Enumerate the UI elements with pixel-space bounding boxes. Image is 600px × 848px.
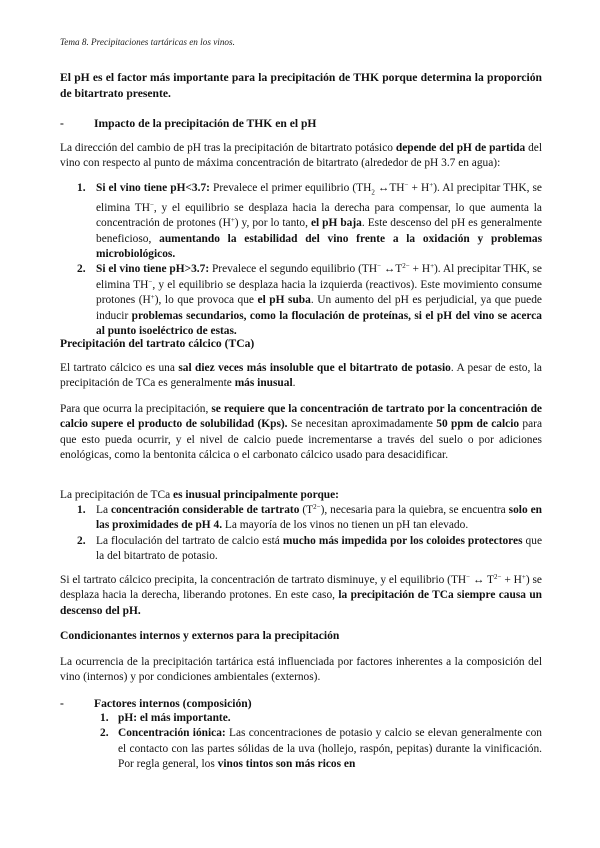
ph-impact-paragraph: La dirección del cambio de pH tras la precipitación de bitartrato potásico depende del pH de partida del vino con respecto al punto de máxima concentración de bitartrato (alrededor de pH 3.7 en agua): [60,142,542,170]
list-item: 2. La floculación del tartrato de calcio está mucho más impedida por los coloides protectores que la del bitartrato de potasio. [77,534,543,563]
ph-impact-list [60,181,542,339]
list-item: 2. Concentración iónica: Las concentraciones de potasio y calcio se elevan generalmente con el contacto con las partes sólidas de la uva (hollejo, raspón, pepitas) durante la vinificación. Por regla general, los vinos tintos son más ricos en [100,727,542,771]
tca-paragraph-3: La precipitación de TCa es inusual principalmente porque: [60,489,339,501]
list-item: 1. pH: el más importante. [100,712,231,724]
tca-heading: Precipitación del tartrato cálcico (TCa) [60,337,255,350]
list-item: 1. Si el vino tiene pH<3.7: Prevalece el primer equilibrio ($TH_2$ ↔TH− + H+). Al precipitar THK, se elimina TH−, y el equilibrio se desplaza hacia la derecha para compensar, lo que aumenta la concentración de protones (H+) y, por lo tanto, el pH baja. Este descenso del pH es generalmente beneficioso, aumentando la estabilidad del vino frente a la oxidación y problemas microbiológicos. [77,181,542,260]
dash-bullet: - [60,697,64,710]
factors-paragraph: La ocurrencia de la precipitación tartárica está influenciada por factores inherentes a la composición del vino (internos) y por condiciones ambientales (externos). [60,656,542,684]
ph-impact-heading-row [60,116,542,132]
ph-impact-heading: Impacto de la precipitación de THK en el pH [94,117,317,130]
internal-factors-heading: Factores internos (composición) [94,697,252,710]
internal-factors-heading-row [60,696,542,712]
running-header: Tema 8. Precipitaciones tartáricas en los vinos. [60,37,235,47]
tca-paragraph-2: Para que ocurra la precipitación, se requiere que la concentración de tartrato por la concentración de calcio supere el producto de solubilidad (Kps). Se necesitan aproximadamente 50 ppm de calcio para que esto pueda ocurrir, y el nivel de calcio puede incrementarse a través del suelo o por adiciones enológicas, como la bentonita cálcica o el carbonato cálcico usado para desacidificar. [60,403,543,462]
tca-paragraph-1: El tartrato cálcico es una sal diez veces más insoluble que el bitartrato de potasio. A pesar de esto, la precipitación de TCa es generalmente más inusual. [60,362,542,390]
factors-heading: Condicionantes internos y externos para la precipitación [60,629,340,642]
internal-factors-list [60,711,542,773]
intro-statement: El pH es el factor más importante para la precipitación de THK porque determina la proporción de bitartrato presente. [60,71,542,100]
list-item: 2. Si el vino tiene pH>3.7: Prevalece el segundo equilibrio (TH− $\leftrightarrow T^{2-} + H^+$). Al precipitar THK, se elimina TH−, y el equilibrio se desplaza hacia la izquierda (reactivos). Este movimiento consume protones (H+), lo que provoca que el pH suba. Un aumento del pH es perjudicial, ya que puede inducir problemas secundarios, como la floculación de proteínas, si el pH del vino se acerca al punto isoeléctrico de estas. [77,262,542,337]
tca-reasons-list [60,503,542,565]
list-item: 1. La concentración considerable de tartrato $(T^{2-})$, necesaria para la quiebra, se encuentra solo en las proximidades de pH 4. La mayoría de los vinos no tienen un pH tan elevado. [77,503,542,532]
dash-bullet: - [60,117,64,130]
tca-paragraph-4: Si el tartrato cálcico precipita, la concentración de tartrato disminuye, y el equilibrio (TH− ↔ $T^{2-} + H^+$) se desplaza hacia la derecha, liberando protones. En este caso, la precipitación de TCa siempre causa un descenso del pH. [60,573,542,617]
